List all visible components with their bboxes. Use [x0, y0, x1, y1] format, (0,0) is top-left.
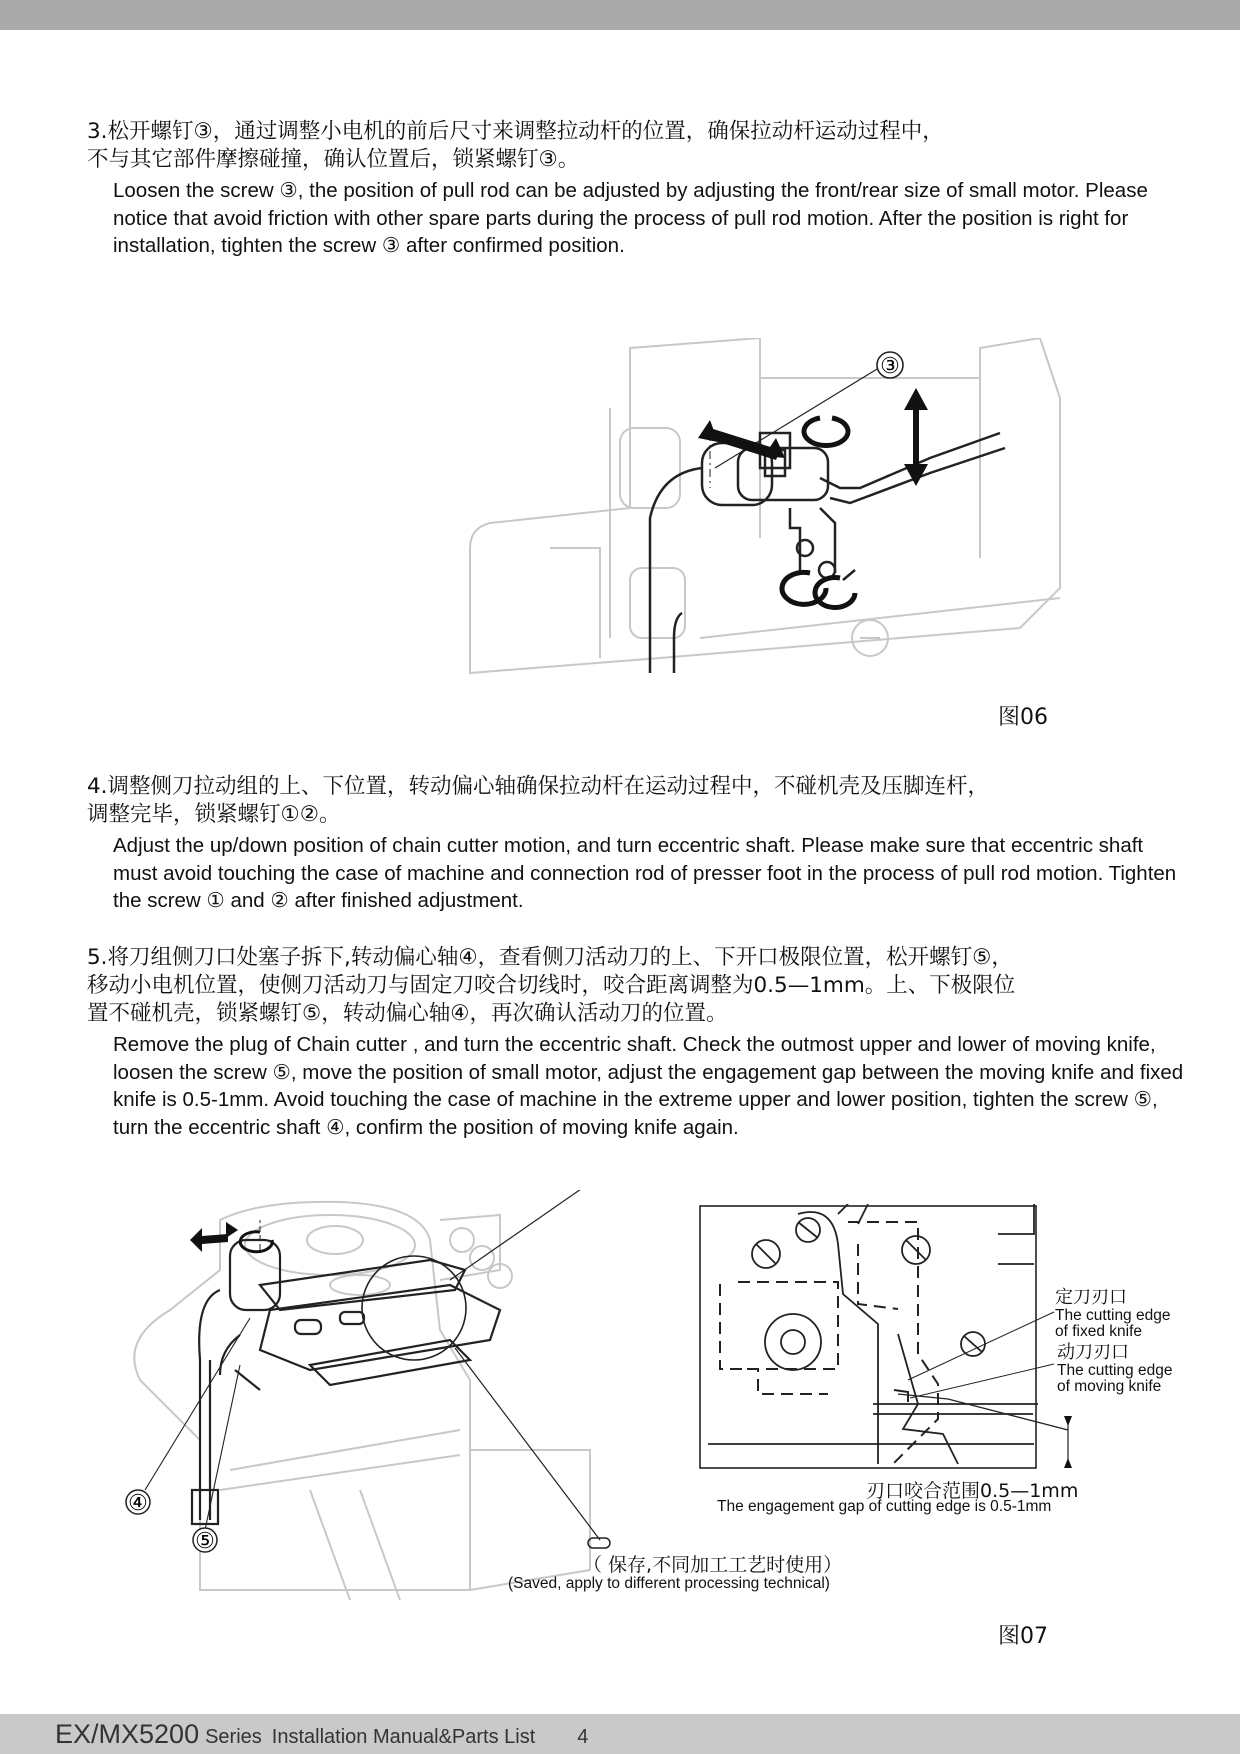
step-3-zh-line-2: 不与其它部件摩擦碰撞，确认位置后，锁紧螺钉③。 — [87, 147, 580, 172]
step-3-zh-line-1: 3.松开螺钉③，通过调整小电机的前后尺寸来调整拉动杆的位置，确保拉动杆运动过程中， — [87, 119, 944, 144]
step-5-section — [87, 944, 1187, 1141]
fixed-knife-edge-label — [1055, 1288, 1170, 1340]
step-3-en-text: Loosen the screw ③, the position of pull rod can be adjusted by adjusting the front/rear size of small motor. Please notice that avoid friction with other spare parts during the process of pull rod motion. After the position is right for installation, tighten the screw ③ after confirmed position. — [113, 179, 1148, 257]
engagement-gap-zh: 刃口咬合范围0.5—1mm — [866, 1480, 1079, 1502]
moving-knife-edge-zh: 动刀刃口 — [1057, 1342, 1129, 1363]
engagement-gap-en: The engagement gap of cutting edge is 0.5-1mm — [717, 1498, 1052, 1515]
figure-07-detail-illustration — [698, 1204, 1076, 1472]
footer — [55, 1719, 588, 1750]
moving-knife-edge-label — [1057, 1343, 1172, 1395]
figure-07-callout-5: ⑤ — [195, 1529, 215, 1554]
figure-06-label: 图06 — [998, 705, 1048, 730]
step-4-zh-line-2: 调整完毕，锁紧螺钉①②。 — [87, 802, 341, 827]
step-3-section — [87, 118, 1187, 260]
saved-note-en: (Saved, apply to different processing technical) — [508, 1575, 830, 1592]
figure-07-label: 图07 — [998, 1624, 1048, 1649]
step-5-zh-line-2: 移动小电机位置，使侧刀活动刀与固定刀咬合切线时，咬合距离调整为0.5—1mm。上、下极限位 — [87, 973, 1016, 998]
fixed-knife-edge-en-1: The cutting edge — [1055, 1307, 1171, 1324]
step-5-zh-line-3: 置不碰机壳，锁紧螺钉⑤，转动偏心轴④，再次确认活动刀的位置。 — [87, 1001, 728, 1026]
step-5-zh-line-1: 5.将刀组侧刀口处塞子拆下,转动偏心轴④，查看侧刀活动刀的上、下开口极限位置，松开螺钉⑤， — [87, 945, 1013, 970]
fixed-knife-edge-en-2: of fixed knife — [1055, 1323, 1143, 1340]
saved-note-zh: （ 保存,不同加工工艺时使用） — [583, 1554, 843, 1576]
top-banner — [0, 0, 1240, 30]
figure-06-illustration — [460, 338, 1085, 678]
step-4-zh-line-1: 4.调整侧刀拉动组的上、下位置，转动偏心轴确保拉动杆在运动过程中，不碰机壳及压脚连杆， — [87, 774, 990, 799]
moving-knife-edge-en-1: The cutting edge — [1057, 1362, 1173, 1379]
footer-model: EX/MX5200 — [55, 1719, 200, 1749]
figure-07-callout-4: ④ — [128, 1491, 148, 1516]
footer-title: Installation Manual&Parts List — [271, 1726, 536, 1748]
footer-series: Series — [205, 1726, 262, 1748]
footer-page-number: 4 — [577, 1726, 589, 1748]
step-4-en-text: Adjust the up/down position of chain cutter motion, and turn eccentric shaft. Please make sure that eccentric shaft must avoid touching the case of machine and connection rod of presser foot in the process of pull rod motion. Tighten the screw ① and ② after finished adjustment. — [113, 834, 1177, 912]
moving-knife-edge-en-2: of moving knife — [1057, 1378, 1162, 1395]
figure-06-callout-3: ③ — [880, 354, 900, 379]
fixed-knife-edge-zh: 定刀刃口 — [1055, 1287, 1127, 1308]
step-5-en-text: Remove the plug of Chain cutter , and turn the eccentric shaft. Check the outmost upper and lower of moving knife, loosen the screw ⑤, move the position of small motor, adjust the engagement gap between the moving knife and fixed knife is 0.5-1mm. Avoid touching the case of machine in the extreme upper and lower position, tighten the screw ⑤, turn the eccentric shaft ④, confirm the position of moving knife again. — [113, 1033, 1184, 1139]
figure-07-machine-illustration — [110, 1190, 710, 1600]
step-4-section — [87, 773, 1187, 915]
